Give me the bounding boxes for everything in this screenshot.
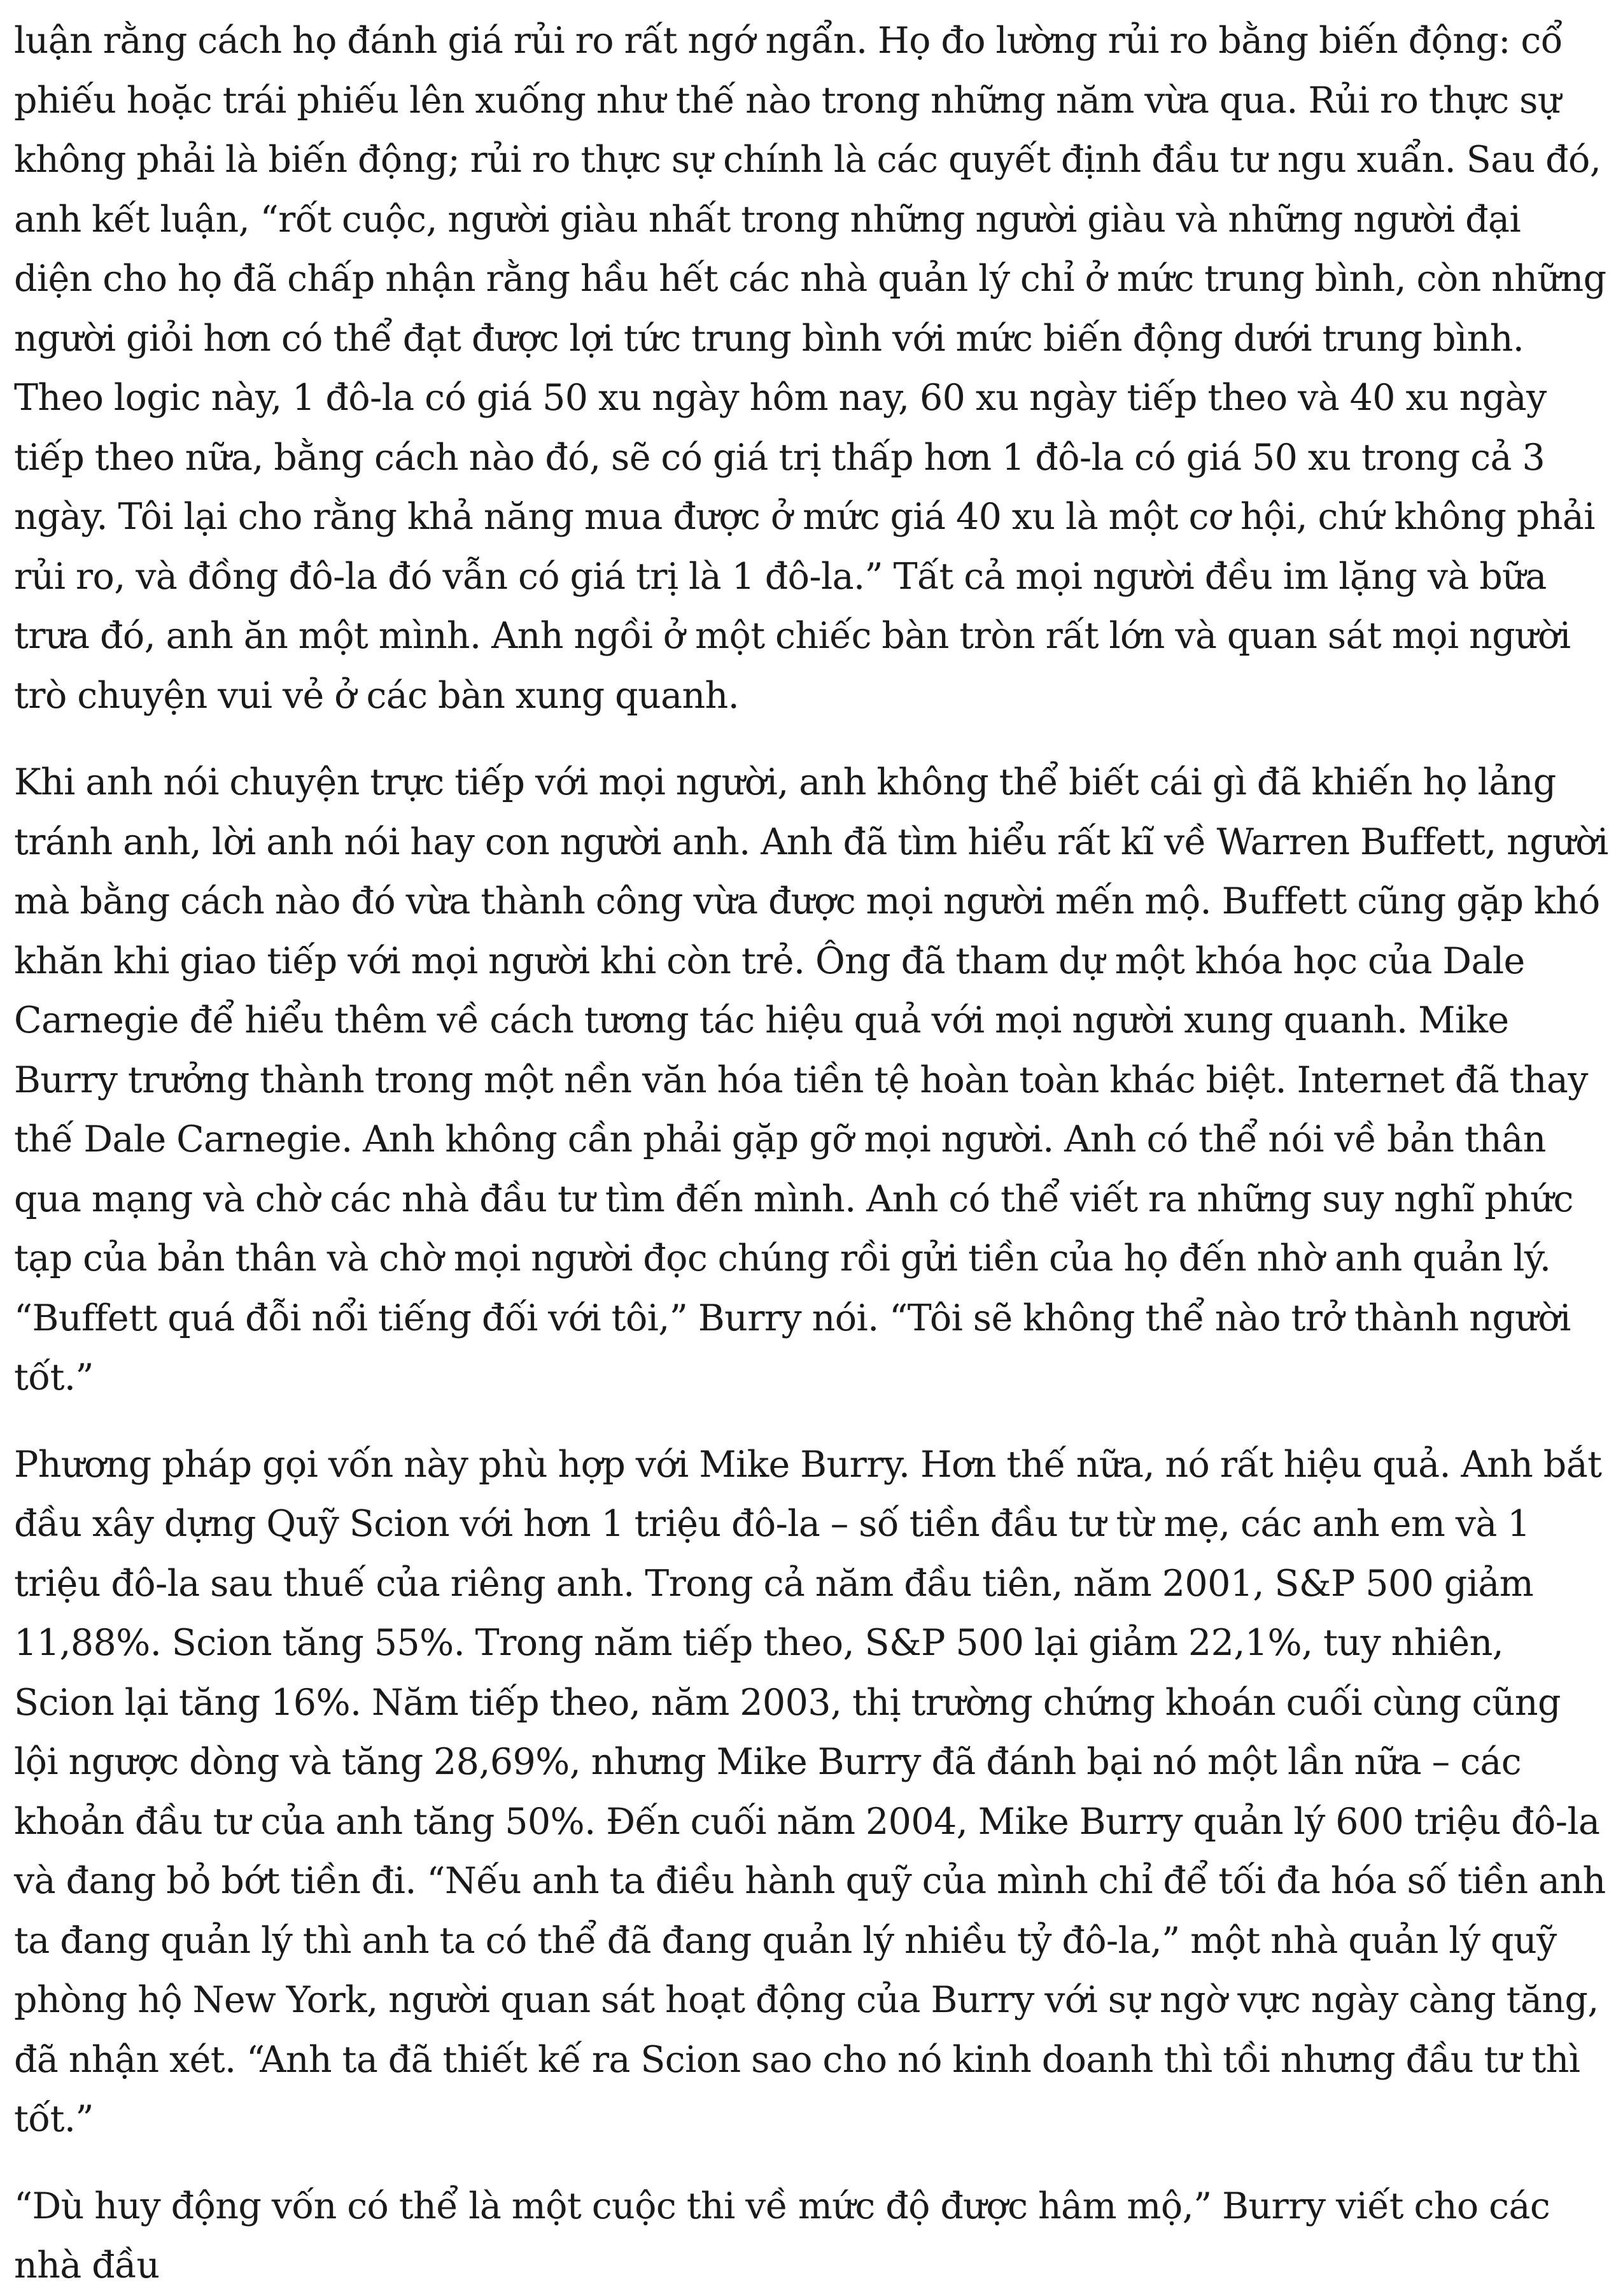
paragraph-1: luận rằng cách họ đánh giá rủi ro rất ngớ ngẩn. Họ đo lường rủi ro bằng biến động: cổ phiếu hoặc trái phiếu lên xuống như thế nào trong những năm vừa qua. Rủi ro thực sự không phải là biến động; rủi ro thực sự chính là các quyết định đầu tư ngu xuẩn. Sau đó, anh kết luận, “rốt cuộc, người giàu nhất trong những người giàu và những người đại diện cho họ đã chấp nhận rằng hầu hết các nhà quản lý chỉ ở mức trung bình, còn những người giỏi hơn có thể đạt được lợi tức trung bình với mức biến động dưới trung bình. Theo logic này, 1 đô-la có giá 50 xu ngày hôm nay, 60 xu ngày tiếp theo và 40 xu ngày tiếp theo nữa, bằng cách nào đó, sẽ có giá trị thấp hơn 1 đô-la có giá 50 xu trong cả 3 ngày. Tôi lại cho rằng khả năng mua được ở mức giá 40 xu là một cơ hội, chứ không phải rủi ro, và đồng đô-la đó vẫn có giá trị là 1 đô-la.” Tất cả mọi người đều im lặng và bữa trưa đó, anh ăn một mình. Anh ngồi ở một chiếc bàn tròn rất lớn và quan sát mọi người trò chuyện vui vẻ ở các bàn xung quanh.: [14, 20, 1606, 717]
document-page: [14, 11, 1609, 2296]
paragraph-2: Khi anh nói chuyện trực tiếp với mọi người, anh không thể biết cái gì đã khiến họ lảng tránh anh, lời anh nói hay con người anh. Anh đã tìm hiểu rất kĩ về Warren Buffett, người mà bằng cách nào đó vừa thành công vừa được mọi người mến mộ. Buffett cũng gặp khó khăn khi giao tiếp với mọi người khi còn trẻ. Ông đã tham dự một khóa học của Dale Carnegie để hiểu thêm về cách tương tác hiệu quả với mọi người xung quanh. Mike Burry trưởng thành trong một nền văn hóa tiền tệ hoàn toàn khác biệt. Internet đã thay thế Dale Carnegie. Anh không cần phải gặp gỡ mọi người. Anh có thể nói về bản thân qua mạng và chờ các nhà đầu tư tìm đến mình. Anh có thể viết ra những suy nghĩ phức tạp của bản thân và chờ mọi người đọc chúng rồi gửi tiền của họ đến nhờ anh quản lý. “Buffett quá đỗi nổi tiếng đối với tôi,” Burry nói. “Tôi sẽ không thể nào trở thành người tốt.”: [14, 761, 1608, 1398]
paragraph-3: Phương pháp gọi vốn này phù hợp với Mike Burry. Hơn thế nữa, nó rất hiệu quả. Anh bắt đầu xây dựng Quỹ Scion với hơn 1 triệu đô-la – số tiền đầu tư từ mẹ, các anh em và 1 triệu đô-la sau thuế của riêng anh. Trong cả năm đầu tiên, năm 2001, S&P 500 giảm 11,88%. Scion tăng 55%. Trong năm tiếp theo, S&P 500 lại giảm 22,1%, tuy nhiên, Scion lại tăng 16%. Năm tiếp theo, năm 2003, thị trường chứng khoán cuối cùng cũng lội ngược dòng và tăng 28,69%, nhưng Mike Burry đã đánh bại nó một lần nữa – các khoản đầu tư của anh tăng 50%. Đến cuối năm 2004, Mike Burry quản lý 600 triệu đô-la và đang bỏ bớt tiền đi. “Nếu anh ta điều hành quỹ của mình chỉ để tối đa hóa số tiền anh ta đang quản lý thì anh ta có thể đã đang quản lý nhiều tỷ đô-la,” một nhà quản lý quỹ phòng hộ New York, người quan sát hoạt động của Burry với sự ngờ vực ngày càng tăng, đã nhận xét. “Anh ta đã thiết kế ra Scion sao cho nó kinh doanh thì tồi nhưng đầu tư thì tốt.”: [14, 1443, 1606, 2140]
paragraph-4: “Dù huy động vốn có thể là một cuộc thi về mức độ được hâm mộ,” Burry viết cho các nhà đầu: [14, 2185, 1550, 2286]
